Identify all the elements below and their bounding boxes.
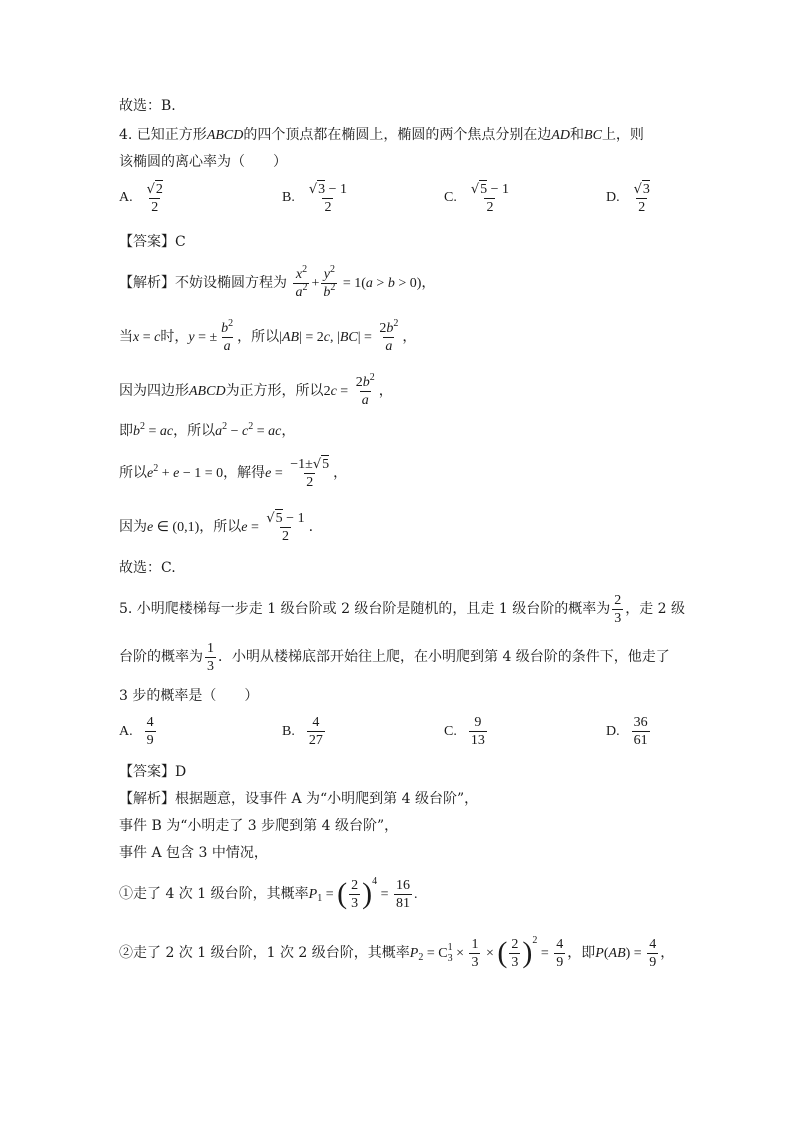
analysis-q4-line6: 因为e ∈ (0,1)，所以e = $\frac{√5 - 1}{2}$ . xyxy=(119,511,314,544)
answer-q5 xyxy=(119,762,186,782)
fraction: $\frac{b^2}{a}$ xyxy=(221,317,234,354)
question-4-stem xyxy=(119,125,644,146)
question-5-stem-line2 xyxy=(119,638,670,676)
fraction: $\frac{√5 - 1}{2}$ xyxy=(266,511,305,544)
option-d xyxy=(606,180,654,216)
text: 【答案】D xyxy=(119,764,187,780)
option-d xyxy=(606,714,652,749)
fraction xyxy=(632,180,652,216)
text: 时， xyxy=(160,329,189,345)
text: 即 xyxy=(119,423,133,439)
denominator: 27 xyxy=(308,733,323,748)
denominator: 2 xyxy=(324,200,332,215)
numerator-tail: − 1 xyxy=(487,182,510,197)
text: 台阶的概率为 xyxy=(119,649,203,665)
sqrt-icon: √ xyxy=(308,182,318,197)
fraction: $\frac{-1\pm√5}{2}$ xyxy=(290,457,330,490)
text: 事件 B 为“小明走了 3 步爬到第 4 级台阶”， xyxy=(119,818,399,834)
analysis-q4-line3: 因为四边形ABCD为正方形，所以2c = $\frac{2b^2}{a}$ ， xyxy=(119,371,393,408)
fraction: $\frac{4}{9}$ xyxy=(556,936,564,970)
text: ，所以 xyxy=(173,423,216,439)
fraction: $\frac{1}{3}$ xyxy=(207,640,214,674)
denominator: 2 xyxy=(151,200,159,215)
text: 4. 已知正方形 xyxy=(119,127,207,143)
fraction xyxy=(145,714,156,749)
option-b xyxy=(282,714,327,749)
analysis-q5-line3 xyxy=(119,843,268,863)
sqrt-icon: √ xyxy=(470,182,480,197)
math-text: ABCD xyxy=(206,128,244,143)
text: 【答案】C xyxy=(119,234,186,250)
sqrt-icon: √ xyxy=(146,182,155,197)
text: 故选：B. xyxy=(119,98,176,114)
fraction: $\frac{x^2}{a^2}$ xyxy=(295,263,308,300)
option-b xyxy=(282,180,351,216)
denominator: 2 xyxy=(638,200,646,215)
option-c xyxy=(444,714,489,749)
text: ，走 2 级 xyxy=(625,601,686,617)
text: 的四个顶点都在椭圆上，椭圆的两个焦点分别在边 xyxy=(243,127,552,143)
fraction: $\frac{2b^2}{a}$ xyxy=(379,317,399,354)
text: 上，则 xyxy=(601,127,644,143)
question-5-stem-line3 xyxy=(119,686,258,706)
answer-q4 xyxy=(119,232,186,252)
denominator: 61 xyxy=(633,733,648,748)
fraction: $\frac{16}{81}$ xyxy=(396,877,410,911)
answer-conclusion-prev xyxy=(119,96,176,116)
fraction: $\frac{2}{3}$ xyxy=(511,936,519,970)
analysis-q4-line4: 即$b^2$ = ac，所以$a^2 - c^2$ = ac， xyxy=(119,421,296,439)
fraction: $\frac{1}{3}$ xyxy=(471,936,479,970)
math-text: AD xyxy=(551,128,571,143)
denominator: 9 xyxy=(146,733,154,748)
text: 所以 xyxy=(119,465,147,481)
option-c xyxy=(444,180,513,216)
analysis-q5-line2 xyxy=(119,816,398,836)
text: ，所以 xyxy=(237,329,280,345)
analysis-q4-line1: 【解析】不妨设椭圆方程为 $\frac{x^2}{a^2}$ + $\frac{y^2}{b^2}$ = 1(a > b > 0)， xyxy=(119,263,436,300)
text: 和 xyxy=(570,127,585,143)
option-label: C. xyxy=(444,723,457,739)
option-label: C. xyxy=(444,190,457,205)
text: ，解得 xyxy=(223,465,266,481)
numerator: 36 xyxy=(633,715,648,730)
answer-conclusion-q4 xyxy=(119,558,176,578)
text: ，所以 xyxy=(199,519,242,535)
sqrt-icon: √ xyxy=(633,182,642,197)
text: 故选：C. xyxy=(119,560,176,576)
text: 【解析】根据题意，设事件 A 为“小明爬到第 4 级台阶”， xyxy=(119,791,479,807)
fraction xyxy=(469,180,511,216)
denominator: 2 xyxy=(486,200,494,215)
question-5-stem-line1 xyxy=(119,590,685,628)
numerator: 4 xyxy=(312,715,320,730)
math-text: BC xyxy=(584,128,602,143)
numerator: 4 xyxy=(146,715,154,730)
radicand: 3 xyxy=(318,182,326,197)
text: 【解析】不妨设椭圆方程为 xyxy=(119,275,287,291)
text: ②走了 2 次 1 级台阶，1 次 2 级台阶，其概率 xyxy=(119,945,410,961)
option-label: B. xyxy=(282,190,295,205)
option-label: B. xyxy=(282,723,295,739)
fraction: $\frac{4}{9}$ xyxy=(649,936,657,970)
fraction xyxy=(307,180,349,216)
option-a xyxy=(119,714,158,749)
option-label: A. xyxy=(119,190,133,205)
text: 事件 A 包含 3 中情况， xyxy=(119,845,268,861)
fraction xyxy=(469,714,487,749)
fraction xyxy=(307,714,325,749)
option-label: A. xyxy=(119,723,133,739)
radicand: 2 xyxy=(155,182,163,197)
fraction: $\frac{2b^2}{a}$ xyxy=(355,371,375,408)
fraction: $\frac{2}{3}$ xyxy=(614,592,622,626)
text: 因为四边形 xyxy=(119,383,189,399)
denominator: 13 xyxy=(470,733,485,748)
text: 为正方形，所以 xyxy=(225,383,324,399)
fraction xyxy=(145,180,165,216)
analysis-q4-line5: 所以$e^2 + e - 1 = 0$，解得e = $\frac{-1\pm√5}{2}$ ， xyxy=(119,457,348,490)
text: ，即 xyxy=(567,945,596,961)
fraction: $\frac{2}{3}$ xyxy=(351,877,359,911)
text: ．小明从楼梯底部开始往上爬，在小明爬到第 4 级台阶的条件下，他走了 xyxy=(218,649,670,665)
option-label: D. xyxy=(606,723,620,739)
text: 因为 xyxy=(119,519,147,535)
analysis-q5-line5: ②走了 2 次 1 级台阶，1 次 2 级台阶，其概率$P_2 = C$ 1 3 × $\frac{1}{3}$ × ( $\frac{2}{3}$ )$^2$ = $\frac{4}{9}$ ，即P(AB) = $\frac{4}{9}$ ， xyxy=(119,935,675,970)
numerator-tail: − 1 xyxy=(325,182,348,197)
radicand: 3 xyxy=(642,182,650,197)
radicand: 5 xyxy=(480,182,488,197)
numerator: 9 xyxy=(474,715,482,730)
text: 5. 小明爬楼梯每一步走 1 级台阶或 2 级台阶是随机的，且走 1 级台阶的概率为 xyxy=(119,601,611,617)
text: 3 步的概率是（ ） xyxy=(119,688,259,704)
text: 当 xyxy=(119,329,133,345)
fraction xyxy=(632,714,650,749)
text: 该椭圆的离心率为（ ） xyxy=(119,154,287,170)
text: ①走了 4 次 1 级台阶，其概率 xyxy=(119,886,309,902)
analysis-q4-line2: 当x = c时，y = ± $\frac{b^2}{a}$ ，所以|AB| = 2c, |BC| = $\frac{2b^2}{a}$ ， xyxy=(119,317,417,354)
analysis-q5-line4: ①走了 4 次 1 级台阶，其概率$P_1$ = ( $\frac{2}{3}$ )$^4$ = $\frac{16}{81}$ . xyxy=(119,876,418,911)
analysis-q5-line1 xyxy=(119,789,478,809)
fraction: $\frac{y^2}{b^2}$ xyxy=(323,263,336,300)
option-label: D. xyxy=(606,190,620,205)
question-4-stem-line2 xyxy=(119,152,287,172)
option-a xyxy=(119,180,167,216)
